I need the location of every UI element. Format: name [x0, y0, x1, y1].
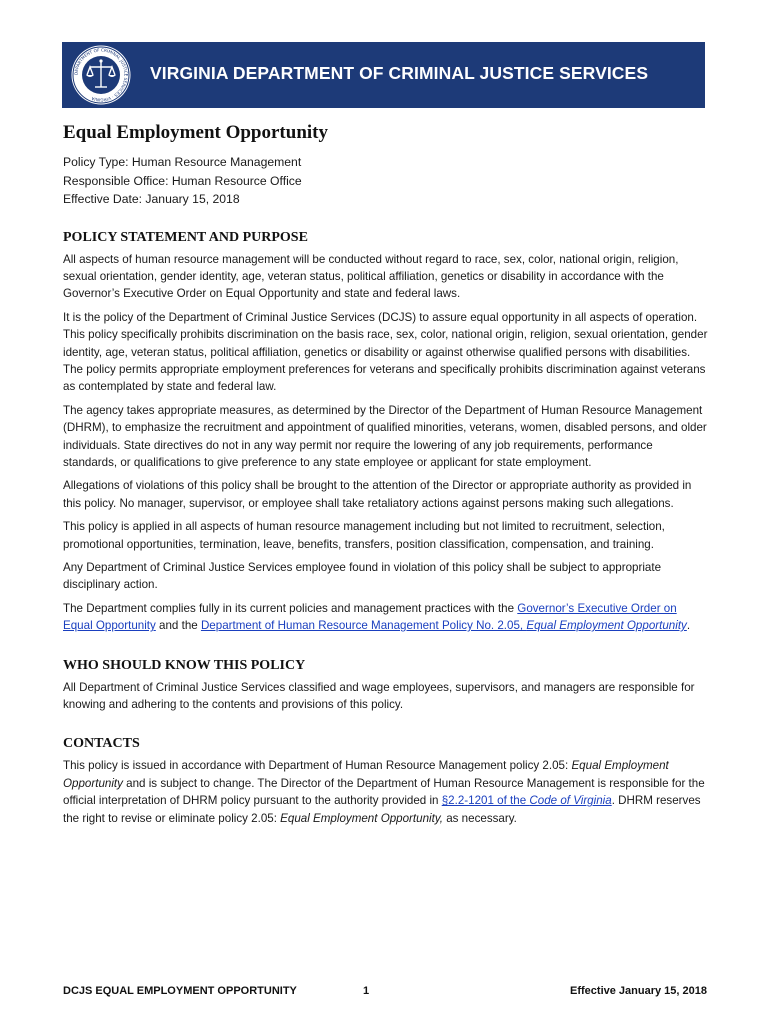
dhrm-policy-link-title: Equal Employment Opportunity — [526, 619, 687, 633]
section-heading-purpose: POLICY STATEMENT AND PURPOSE — [63, 229, 308, 245]
header-banner — [62, 42, 705, 108]
italic-policy-title: Equal Employment Opportunity — [63, 759, 669, 790]
code-of-virginia-link-title: Code of Virginia — [529, 794, 612, 808]
purpose-paragraph-3: The agency takes appropriate measures, as determined by the Director of the Department of Human Resource Management (DHRM), to emphasize the recruitment and appointment of qualified minorities, veterans, women, disabled persons, and older individuals. State directives do not in any way permit nor require the lowering of any job requirements, performance standards, or qualifications to give preference to any state employee or applicant for state employment. — [63, 403, 707, 469]
text-run: . — [686, 619, 691, 633]
purpose-paragraph-4: Allegations of violations of this policy shall be brought to the attention of the Director or appropriate authority as provided in this policy. No manager, supervisor, or employee shall take retaliatory actions against persons making such allegations. — [63, 479, 692, 510]
responsible-office: Responsible Office: Human Resource Office — [63, 173, 302, 188]
footer-page-number: 1 — [363, 985, 370, 997]
who-paragraph: All Department of Criminal Justice Services classified and wage employees, supervisors, and managers are responsible for knowing and adhering to the contents and provisions of this policy. — [63, 680, 695, 712]
governors-executive-order-link[interactable]: Governor’s Executive Order on Equal Opportunity — [63, 601, 677, 633]
purpose-paragraph-2: It is the policy of the Department of Criminal Justice Services (DCJS) to assure equal opportunity in all aspects of operation. This policy specifically prohibits discrimination on the basis race, sex, color, national origin, religion, sexual orientation, gender identity, age, veteran status, political affiliation, genetics or disability or against otherwise qualified persons with disabilities. The policy permits appropriate employment preferences for veterans and specifically prohibits discrimination against veterans as contemplated by state and federal law. — [63, 310, 708, 394]
text-run: as necessary. — [443, 811, 517, 825]
text-run: and the — [155, 619, 201, 633]
effective-date: Effective Date: January 15, 2018 — [63, 192, 240, 206]
scales-of-justice-seal-icon — [70, 44, 132, 106]
footer-effective-date: Effective January 15, 2018 — [570, 985, 707, 997]
text-run: This policy is issued in accordance with Department of Human Resource Management policy 2.05: — [63, 759, 572, 773]
section-heading-contacts: CONTACTS — [63, 736, 140, 752]
text-run: and is subject to change. The Director of the Department of Human Resource Management is responsible for the official interpretation of DHRM policy pursuant to the authority provided in — [63, 776, 705, 808]
policy-type: Policy Type: Human Resource Management — [63, 155, 302, 169]
code-of-virginia-link[interactable] — [442, 794, 612, 807]
purpose-paragraph-6: Any Department of Criminal Justice Services employee found in violation of this policy shall be subject to appropriate disciplinary action. — [63, 561, 662, 592]
contacts-paragraph — [63, 757, 708, 827]
text-run: The Department complies fully in its current policies and management practices with the — [63, 601, 518, 615]
code-of-virginia-link-text: §2.2-1201 of the — [441, 794, 530, 808]
purpose-paragraph-1: All aspects of human resource management will be conducted without regard to race, sex, color, national origin, religion, sexual orientation, gender identity, age, veteran status, political affiliation, genetics or disability in accordance with the Governor’s Executive Order on Equal Opportunity and state and federal laws. — [63, 252, 679, 301]
footer-document-name: DCJS EQUAL EMPLOYMENT OPPORTUNITY — [63, 985, 297, 997]
seal-text: DEPARTMENT OF CRIMINAL JUSTICE SERVICES · VIRGINIA — [73, 47, 129, 103]
page-title: Equal Employment Opportunity — [63, 122, 328, 143]
document-body — [63, 122, 708, 827]
text-run: . DHRM reserves the right to revise or eliminate policy 2.05: — [63, 794, 701, 825]
dhrm-policy-link-text: Department of Human Resource Management Policy No. 2.05, — [200, 619, 527, 633]
dhrm-policy-link[interactable] — [201, 619, 687, 632]
policy-meta — [63, 153, 708, 209]
purpose-paragraph-7 — [63, 600, 708, 635]
section-heading-who: WHO SHOULD KNOW THIS POLICY — [63, 657, 306, 673]
agency-title: VIRGINIA DEPARTMENT OF CRIMINAL JUSTICE SERVICES — [150, 63, 649, 83]
purpose-paragraph-5: This policy is applied in all aspects of human resource management including but not limited to recruitment, selection, promotional opportunities, termination, leave, benefits, transfers, position classification, compensation, and training. — [63, 520, 665, 551]
italic-policy-title: Equal Employment Opportunity, — [280, 811, 443, 825]
